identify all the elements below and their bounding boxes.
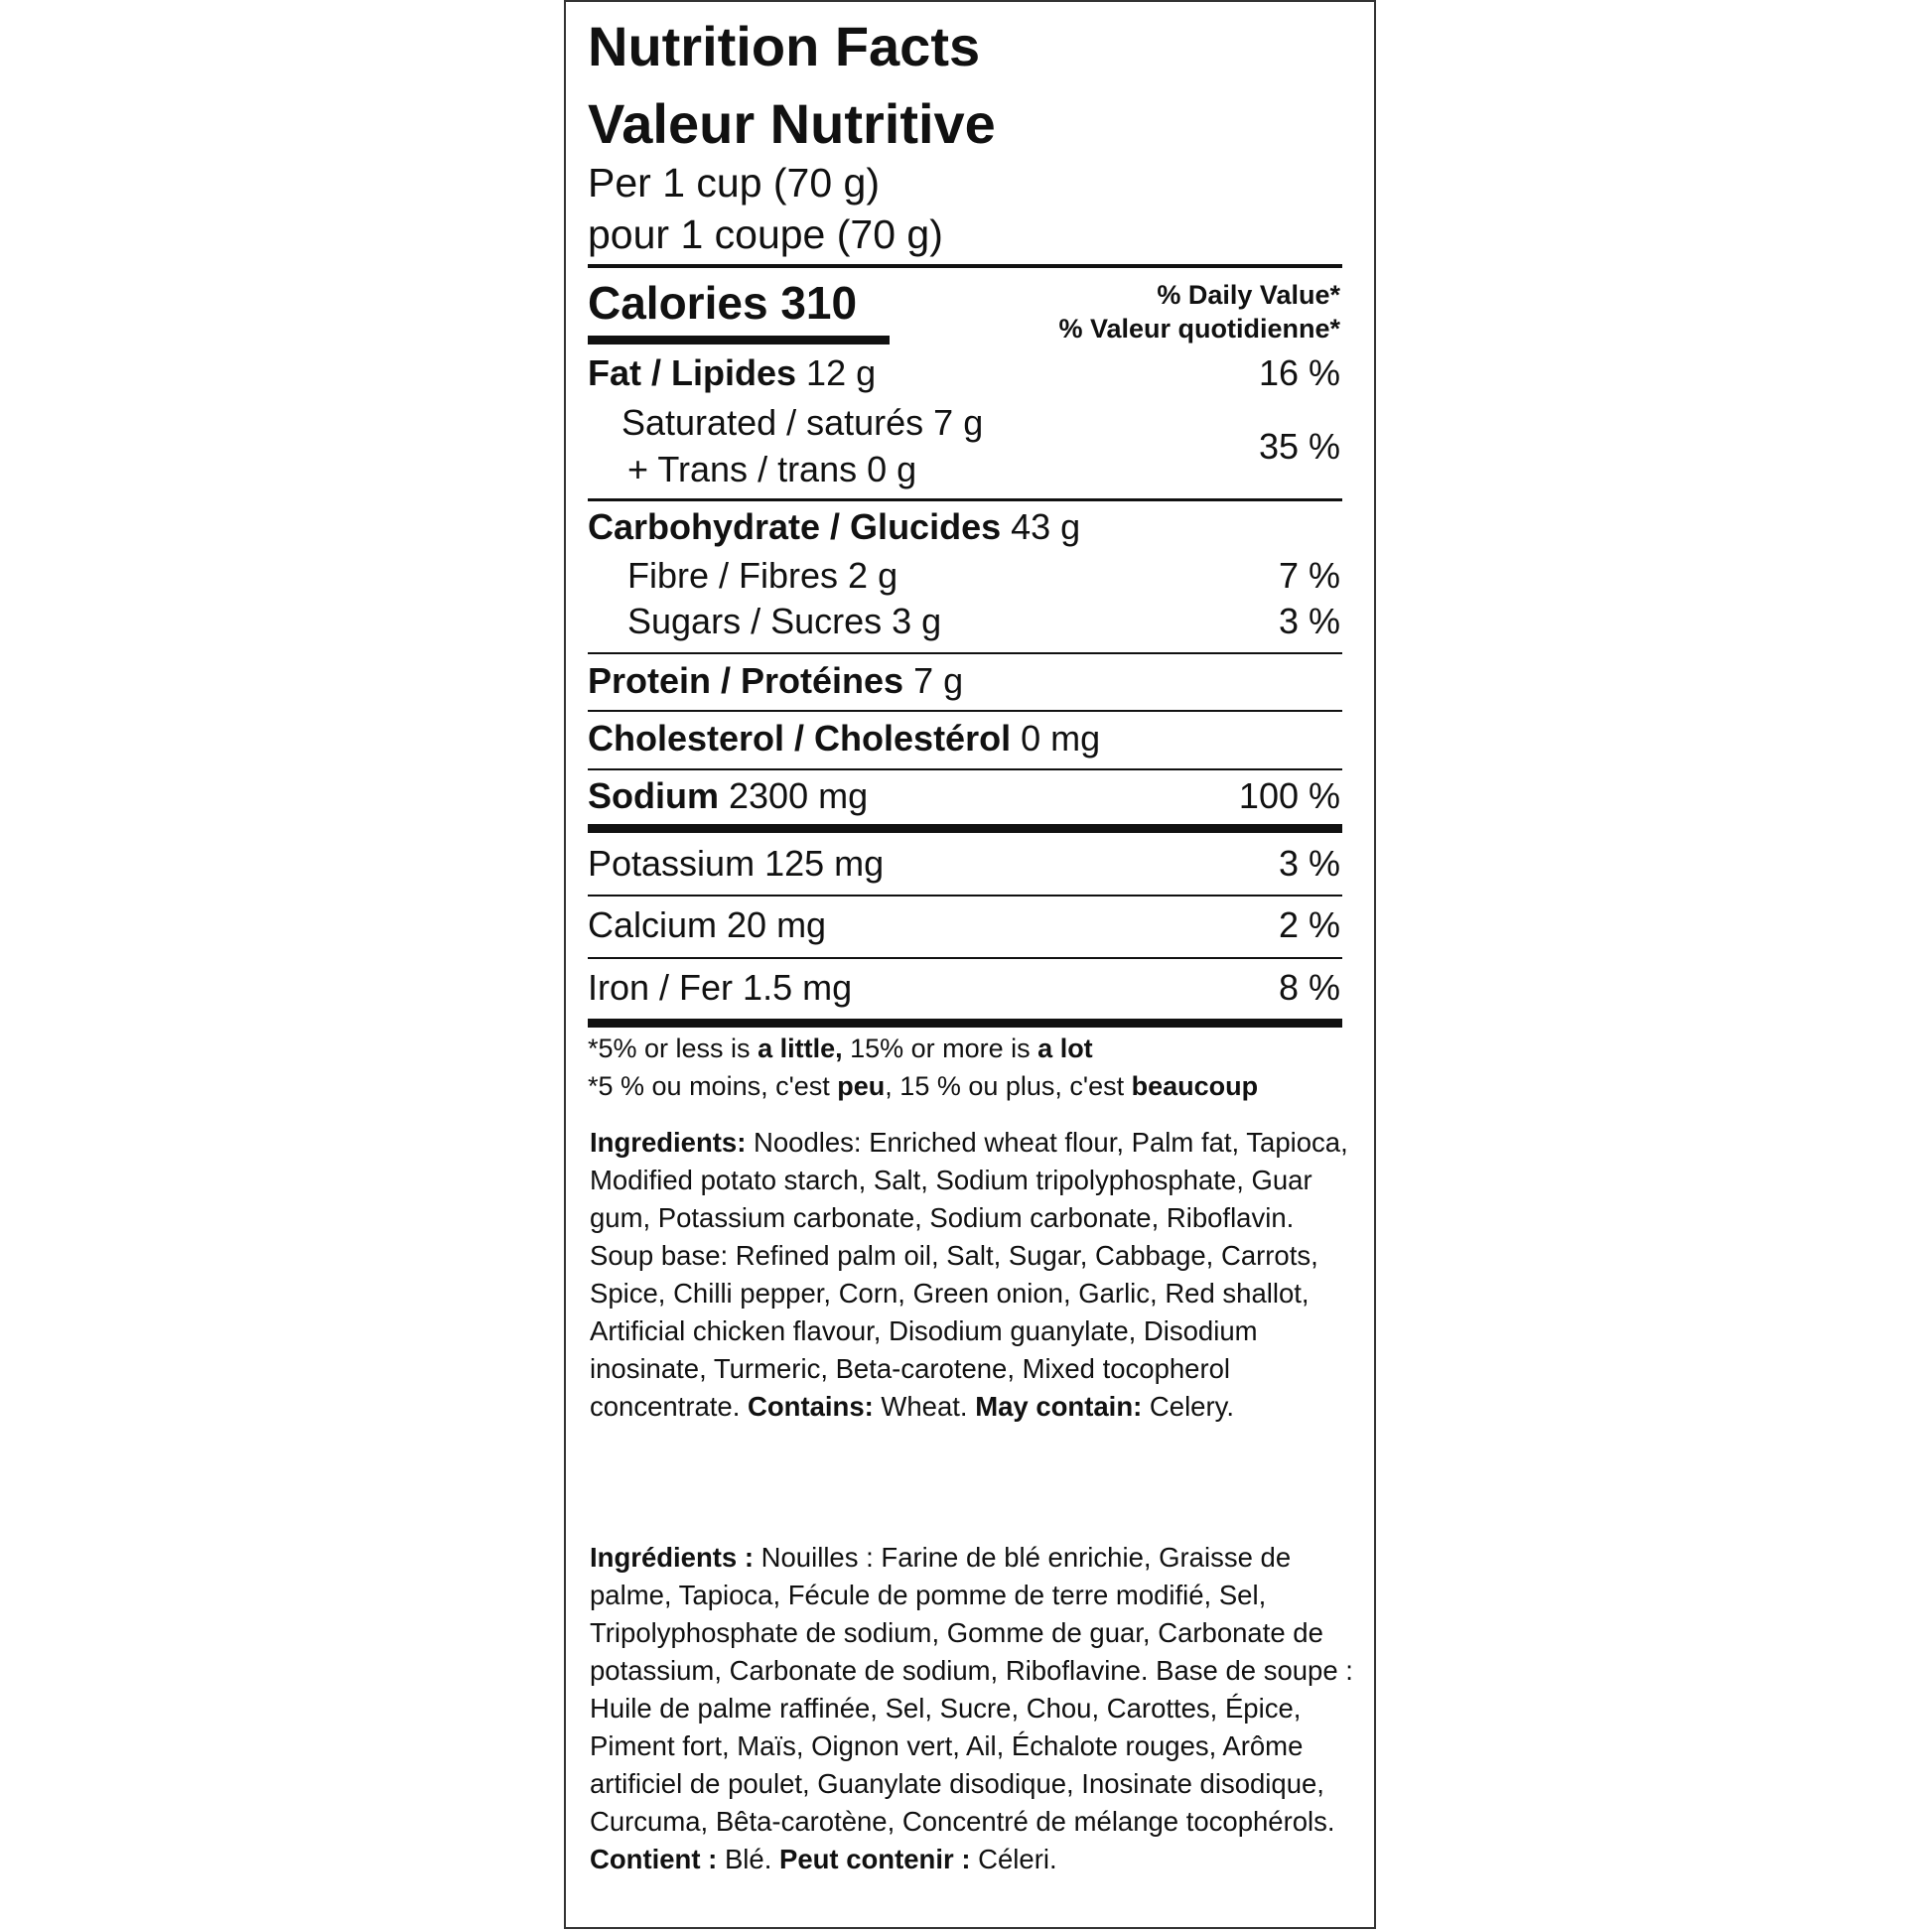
divider <box>588 957 1342 959</box>
calcium-label: Calcium 20 mg <box>588 904 827 945</box>
fat-amount: 12 g <box>806 352 877 393</box>
iron-dv: 8 % <box>1278 967 1340 1008</box>
iron-label: Iron / Fer 1.5 mg <box>588 967 853 1008</box>
ingredients-en-heading: Ingredients: <box>590 1127 747 1158</box>
may-contain-en-text: Celery. <box>1142 1391 1234 1422</box>
cholesterol-label: Cholesterol / Cholestérol <box>588 718 1012 759</box>
carbohydrate-label: Carbohydrate / Glucides <box>588 506 1002 547</box>
calories-row <box>588 276 857 330</box>
protein-row <box>588 660 963 702</box>
divider <box>588 652 1342 654</box>
serving-size-en: Per 1 cup (70 g) <box>588 160 880 206</box>
thick-divider <box>588 1019 1342 1028</box>
dv-header-fr: % Valeur quotidienne* <box>1058 314 1340 344</box>
fibre-dv: 7 % <box>1278 555 1340 596</box>
sugars-label: Sugars / Sucres 3 g <box>627 601 942 641</box>
calcium-dv: 2 % <box>1278 904 1340 945</box>
footnote-fr: *5 % ou moins, c'est peu, 15 % ou plus, c'est beaucoup <box>588 1071 1259 1101</box>
sodium-row <box>588 775 868 817</box>
saturated-label: Saturated / saturés 7 g <box>621 402 984 443</box>
nutrition-facts-panel <box>564 0 1376 1929</box>
title-en: Nutrition Facts <box>588 15 981 77</box>
carbohydrate-amount: 43 g <box>1011 506 1081 547</box>
title-fr: Valeur Nutritive <box>588 92 996 155</box>
fibre-label: Fibre / Fibres 2 g <box>627 555 898 596</box>
may-contain-en-label: May contain: <box>975 1391 1143 1422</box>
divider <box>588 498 1342 501</box>
protein-label: Protein / Protéines <box>588 660 904 701</box>
sodium-label: Sodium <box>588 775 719 816</box>
ingredients-fr-heading: Ingrédients : <box>590 1542 755 1573</box>
fat-label: Fat / Lipides <box>588 352 797 393</box>
cholesterol-amount: 0 mg <box>1021 718 1101 759</box>
sodium-dv: 100 % <box>1238 775 1340 816</box>
protein-amount: 7 g <box>913 660 964 701</box>
serving-size-fr: pour 1 coupe (70 g) <box>588 211 943 257</box>
contains-en-label: Contains: <box>747 1391 874 1422</box>
contains-fr-text: Blé. <box>717 1844 779 1874</box>
calories-underline <box>588 336 890 345</box>
dv-header-en: % Daily Value* <box>1157 280 1340 310</box>
cholesterol-row <box>588 718 1100 759</box>
ingredients-fr <box>590 1539 1364 1878</box>
ingredients-en <box>590 1124 1364 1426</box>
sugars-dv: 3 % <box>1278 601 1340 641</box>
ingredients-fr-text: Nouilles : Farine de blé enrichie, Graisse de palme, Tapioca, Fécule de pomme de terre modifié, Sel, Tripolyphosphate de sodium, Gomme de guar, Carbonate de potassium, Carbonate de sodium, Riboflavine. Base de soupe : Huile de palme raffinée, Sel, Sucre, Chou, Carottes, Épice, Piment fort, Maïs, Oignon vert, Ail, Échalote rouges, Arôme artificiel de poulet, Guanylate disodique, Inosinate disodique, Curcuma, Bêta-carotène, Concentré de mélange tocophérols. <box>590 1542 1353 1837</box>
trans-label: + Trans / trans 0 g <box>627 449 917 489</box>
carbohydrate-row <box>588 506 1080 548</box>
divider <box>588 710 1342 712</box>
potassium-label: Potassium 125 mg <box>588 843 885 884</box>
contains-en-text: Wheat. <box>873 1391 976 1422</box>
divider <box>588 264 1342 268</box>
fat-row <box>588 352 876 394</box>
thick-divider <box>588 824 1342 833</box>
potassium-dv: 3 % <box>1278 843 1340 884</box>
ingredients-en-text: Noodles: Enriched wheat flour, Palm fat, Tapioca, Modified potato starch, Salt, Sodium tripolyphosphate, Guar gum, Potassium carbonate, Sodium carbonate, Riboflavin. Soup base: Refined palm oil, Salt, Sugar, Cabbage, Carrots, Spice, Chilli pepper, Corn, Green onion, Garlic, Red shallot, Artificial chicken flavour, Disodium guanylate, Disodium inosinate, Turmeric, Beta-carotene, Mixed tocopherol concentrate. <box>590 1127 1348 1422</box>
calories-value: 310 <box>780 277 858 329</box>
footnote-en: *5% or less is a little, 15% or more is a lot <box>588 1034 1093 1063</box>
may-contain-fr-label: Peut contenir : <box>778 1844 971 1874</box>
may-contain-fr-text: Céleri. <box>970 1844 1057 1874</box>
sat-trans-dv: 35 % <box>1258 426 1340 467</box>
fat-dv: 16 % <box>1258 352 1340 393</box>
contains-fr-label: Contient : <box>590 1844 718 1874</box>
divider <box>588 895 1342 897</box>
sodium-amount: 2300 mg <box>729 775 869 816</box>
calories-label: Calories <box>588 277 768 329</box>
divider <box>588 768 1342 770</box>
